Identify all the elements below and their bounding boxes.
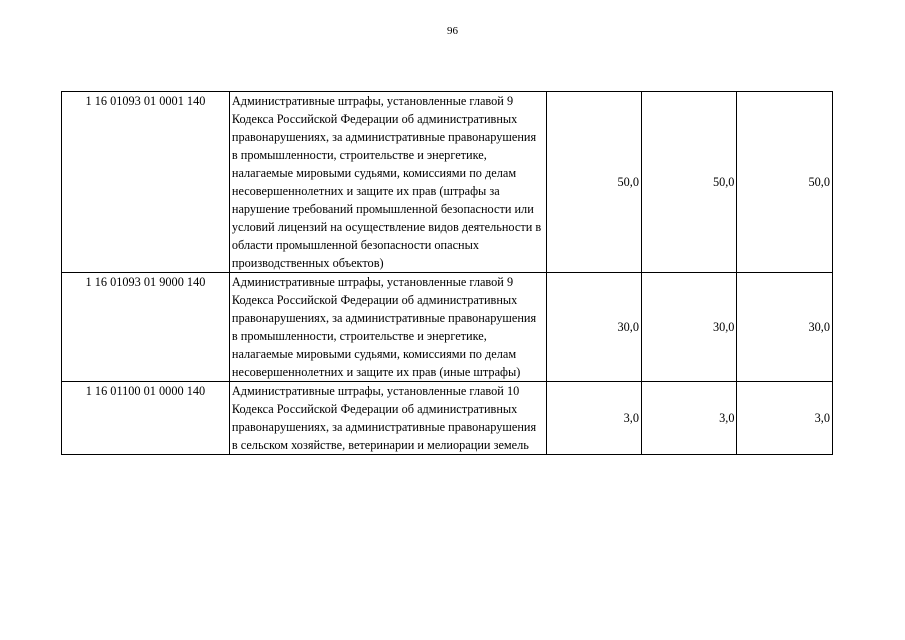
value-cell-2: 50,0	[641, 92, 736, 273]
description-cell: Административные штрафы, установленные главой 9 Кодекса Российской Федерации об административных правонарушениях, за административные правонарушения в промышленности, строительстве и энергетике, налагаемые мировыми судьями, комиссиями по делам несовершеннолетних и защите их прав (штрафы за нарушение требований промышленной безопасности или условий лицензий на осуществление видов деятельности в области промышленной безопасности опасных производственных объектов)	[229, 92, 546, 273]
value-cell-1: 30,0	[546, 273, 641, 382]
budget-table	[61, 91, 833, 455]
value-cell-2: 30,0	[641, 273, 736, 382]
value-cell-1: 50,0	[546, 92, 641, 273]
budget-code-cell: 1 16 01100 01 0000 140	[62, 382, 230, 455]
value-cell-3: 50,0	[737, 92, 833, 273]
value-cell-1: 3,0	[546, 382, 641, 455]
budget-code-cell: 1 16 01093 01 9000 140	[62, 273, 230, 382]
table-row	[62, 273, 833, 382]
description-cell: Административные штрафы, установленные главой 9 Кодекса Российской Федерации об административных правонарушениях, за административные правонарушения в промышленности, строительстве и энергетике, налагаемые мировыми судьями, комиссиями по делам несовершеннолетних и защите их прав (иные штрафы)	[229, 273, 546, 382]
value-cell-3: 30,0	[737, 273, 833, 382]
page-number: 96	[447, 25, 458, 37]
table-row	[62, 382, 833, 455]
table-row	[62, 92, 833, 273]
value-cell-2: 3,0	[641, 382, 736, 455]
description-cell: Административные штрафы, установленные главой 10 Кодекса Российской Федерации об административных правонарушениях, за административные правонарушения в сельском хозяйстве, ветеринарии и мелиорации земель	[229, 382, 546, 455]
value-cell-3: 3,0	[737, 382, 833, 455]
budget-code-cell: 1 16 01093 01 0001 140	[62, 92, 230, 273]
